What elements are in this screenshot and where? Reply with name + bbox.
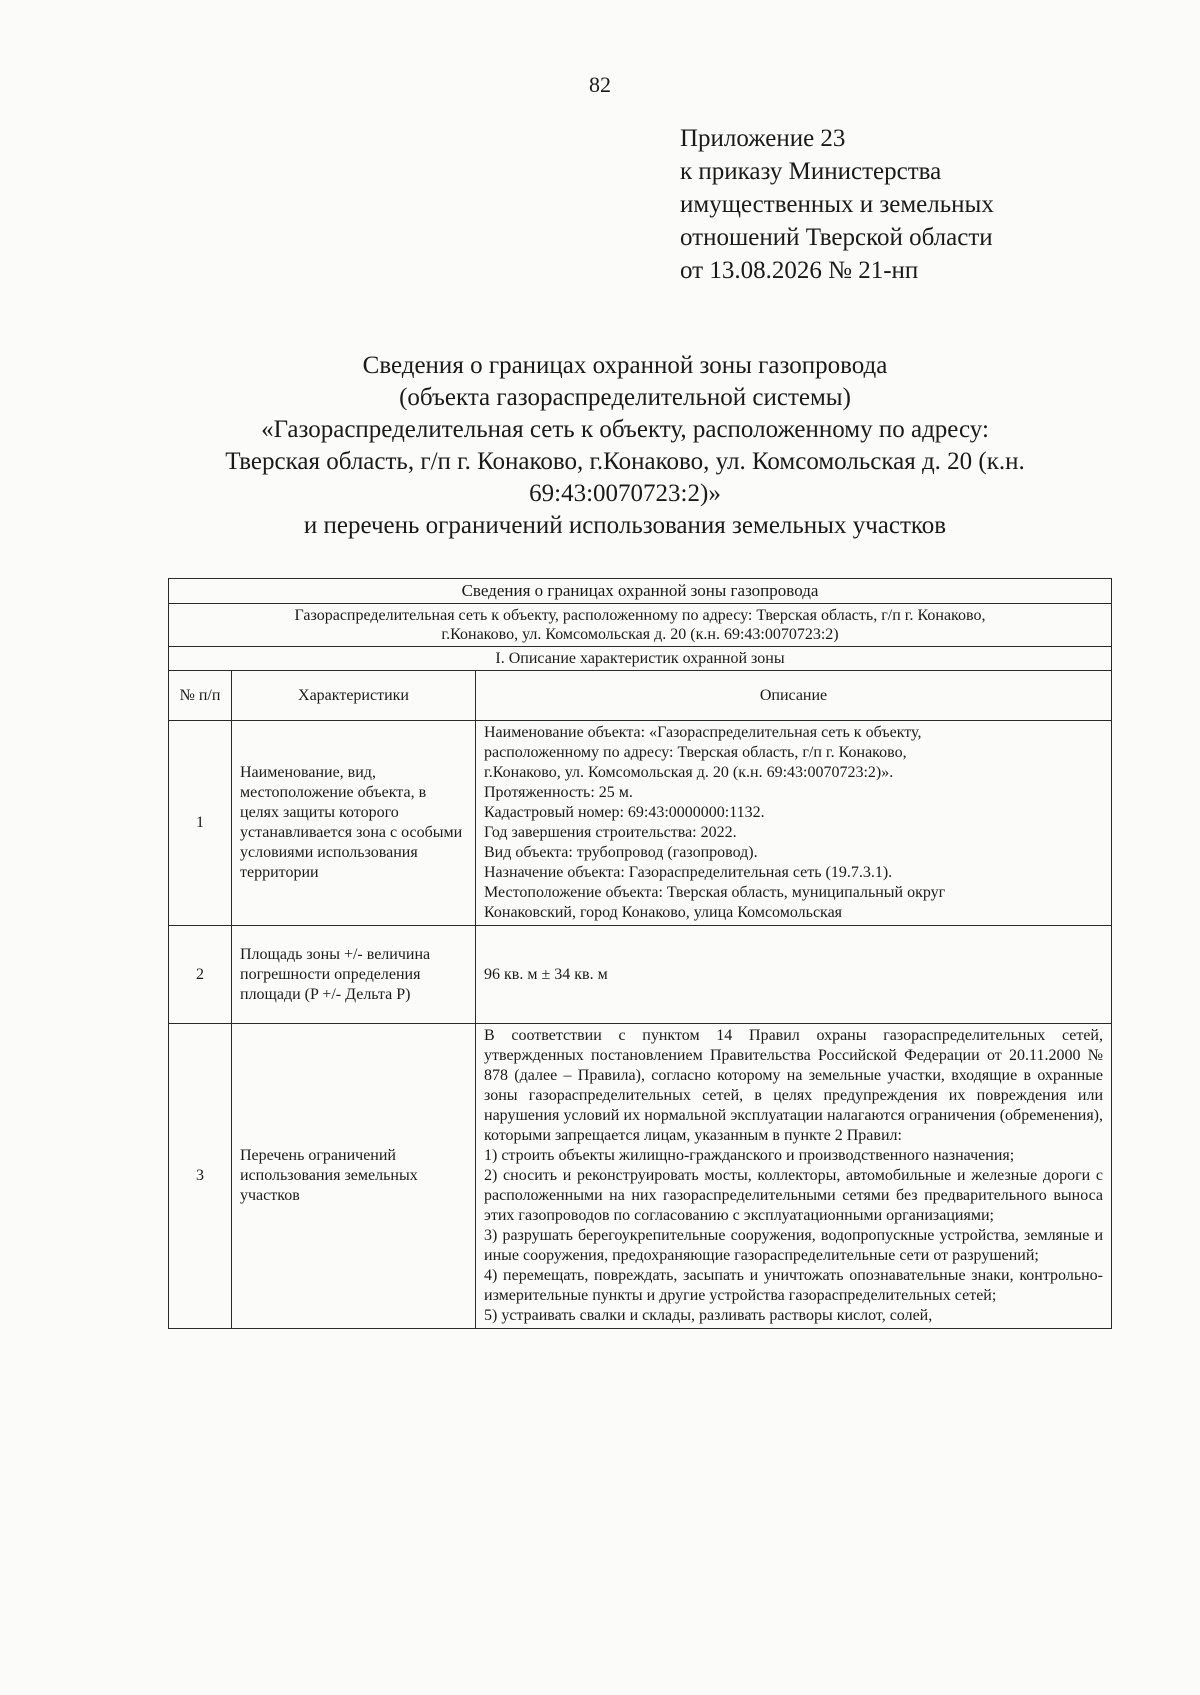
restriction-item: 2) сносить и реконструировать мосты, коллекторы, автомобильные и железные дороги с расположенными на них газораспределительными сетями без предварительного выноса этих газопроводов по согласованию с эксплуатационными организациями; [484, 1167, 1103, 1224]
description-line: г.Конаково, ул. Комсомольская д. 20 (к.н. 69:43:0070723:2)». [484, 764, 894, 781]
table-header: Сведения о границах охранной зоны газопровода [169, 579, 1112, 604]
page-number: 82 [589, 72, 611, 97]
description-line: Наименование объекта: «Газораспределительная сеть к объекту, [484, 724, 922, 741]
restriction-item: 5) устраивать свалки и склады, разливать растворы кислот, солей, [484, 1307, 933, 1324]
table-row [169, 926, 1112, 1024]
restriction-item: 4) перемещать, повреждать, засыпать и уничтожать опознавательные знаки, контрольно-измерительные пункты и другие устройства газораспределительных сетей; [484, 1267, 1103, 1304]
section-title: I. Описание характеристик охранной зоны [169, 647, 1112, 671]
title-line: Тверская область, г/п г. Конаково, г.Конаково, ул. Комсомольская д. 20 (к.н. [225, 448, 1025, 475]
appendix-line: имущественных и земельных [680, 191, 994, 218]
description-line: Вид объекта: трубопровод (газопровод). [484, 844, 758, 861]
description-line: Местоположение объекта: Тверская область, муниципальный округ [484, 884, 946, 901]
description-line: расположенному по адресу: Тверская область, г/п г. Конаково, [484, 744, 907, 761]
row-characteristic: Перечень ограничений использования земельных участков [232, 1024, 476, 1329]
object-name-cell [169, 604, 1112, 647]
description-line: Кадастровый номер: 69:43:0000000:1132. [484, 804, 765, 821]
table-row [169, 1024, 1112, 1329]
restriction-item: 3) разрушать берегоукрепительные сооружения, водопропускные устройства, земляные и иные сооружения, предохраняющие газораспределительные сети от разрушений; [484, 1227, 1103, 1264]
row-number: 1 [169, 721, 232, 926]
appendix-line: от 13.08.2026 № 21-нп [680, 257, 919, 284]
restriction-item: 1) строить объекты жилищно-гражданского и производственного назначения; [484, 1147, 1015, 1164]
zone-table [168, 578, 1112, 1329]
col-characteristics-header: Характеристики [232, 671, 476, 721]
row-number: 3 [169, 1024, 232, 1329]
table-row [169, 721, 1112, 926]
title-line: Сведения о границах охранной зоны газопровода [362, 352, 888, 379]
row-characteristic: Площадь зоны +/- величина погрешности определения площади (P +/- Дельта P) [232, 926, 476, 1024]
col-num-header: № п/п [169, 671, 232, 721]
description-line: Назначение объекта: Газораспределительная сеть (19.7.3.1). [484, 864, 893, 881]
object-line: Газораспределительная сеть к объекту, расположенному по адресу: Тверская область, г/п г. Конаково, [294, 607, 986, 624]
col-description-header: Описание [476, 671, 1112, 721]
document-title [150, 350, 1100, 542]
title-line: и перечень ограничений использования земельных участков [303, 512, 947, 539]
row-characteristic: Наименование, вид, местоположение объекта, в целях защиты которого устанавливается зона с особыми условиями использования территории [232, 721, 476, 926]
object-line: г.Конаково, ул. Комсомольская д. 20 (к.н. 69:43:0070723:2) [441, 626, 839, 643]
row-description [476, 1024, 1112, 1329]
appendix-line: Приложение 23 [680, 125, 846, 152]
row-description [476, 721, 1112, 926]
row-description: 96 кв. м ± 34 кв. м [476, 926, 1112, 1024]
description-line: Протяженность: 25 м. [484, 784, 633, 801]
restriction-paragraph: В соответствии с пунктом 14 Правил охраны газораспределительных сетей, утвержденных постановлением Правительства Российской Федерации от 20.11.2000 № 878 (далее – Правила), согласно которому на земельные участки, входящие в охранные зоны газораспределительных сетей, в целях предупреждения их повреждения или нарушения условий их нормальной эксплуатации налагаются ограничения (обременения), которыми запрещается лицам, указанным в пункте 2 Правил: [484, 1027, 1103, 1144]
title-line: (объекта газораспределительной системы) [399, 384, 851, 411]
description-line: Год завершения строительства: 2022. [484, 824, 737, 841]
title-line: 69:43:0070723:2)» [529, 480, 721, 507]
appendix-line: к приказу Министерства [680, 158, 942, 185]
description-line: Конаковский, город Конаково, улица Комсомольская [484, 904, 843, 921]
title-line: «Газораспределительная сеть к объекту, расположенному по адресу: [261, 416, 989, 443]
appendix-line: отношений Тверской области [680, 224, 993, 251]
row-number: 2 [169, 926, 232, 1024]
appendix-block [680, 122, 994, 287]
